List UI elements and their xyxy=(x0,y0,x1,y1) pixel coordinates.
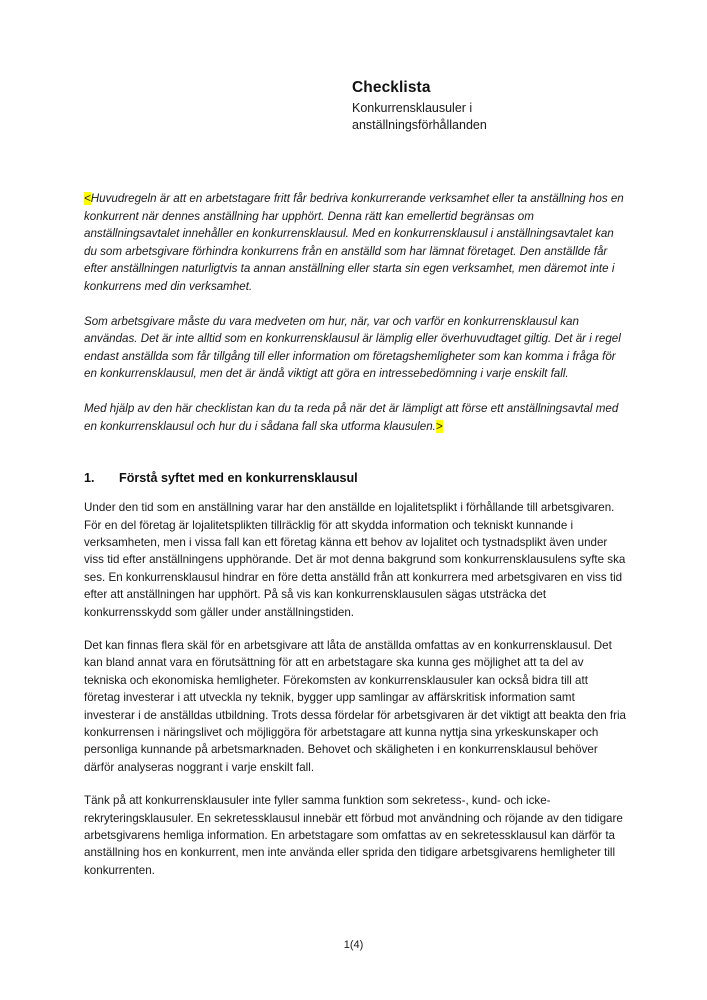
section-paragraph-3: Tänk på att konkurrensklausuler inte fyller samma funktion som sekretess-, kund- och icke-rekryteringsklausuler. En sekretessklausul innebär ett förbud mot användning och röjande av den tidigare arbetsgivarens hemliga information. En arbetstagare som omfattas av en sekretessklausul kan därför ta anställning hos en konkurrent, men inte använda eller sprida den tidigare arbetsgivarens hemligheter till konkurrenten. xyxy=(84,794,623,877)
page-number: 1(4) xyxy=(343,939,364,951)
document-subtitle-line-2: anställningsförhållanden xyxy=(352,118,487,132)
intro-paragraph-1-text: Huvudregeln är att en arbetstagare fritt får bedriva konkurrerande verksamhet eller ta anställning hos en konkurrent när dennes anställning har upphört. Denna rätt kan emellertid begränsas om anställningsavtalet innehåller en konkurrensklausul. Med en konkurrensklausul i anställningsavtalet kan du som arbetsgivare förhindra konkurrens från en anställd som har lämnat företaget. Den anställde får efter anställningen naturligtvis ta annan anställning eller starta sin egen verksamhet, men däremot inte i konkurrens med din verksamhet. xyxy=(84,192,624,293)
intro-paragraph-3 xyxy=(84,400,627,435)
document-header xyxy=(352,78,652,134)
section-heading-1 xyxy=(84,470,627,487)
intro-block xyxy=(84,190,627,435)
document-subtitle-line-1: Konkurrensklausuler i xyxy=(352,101,473,115)
document-content xyxy=(84,190,627,879)
intro-paragraph-1 xyxy=(84,190,627,296)
intro-paragraph-3-text: Med hjälp av den här checklistan kan du ta reda på när det är lämpligt att förse ett anställningsavtal med en konkurrensklausul och hur du i sådana fall ska utforma klausulen. xyxy=(84,401,619,433)
document-title: Checklista xyxy=(352,79,431,96)
section-paragraph-1: Under den tid som en anställning varar har den anställde en lojalitetsplikt i förhållande till arbetsgivaren. För en del företag är lojalitetsplikten tillräcklig för att skydda information och tekniskt kunnande i verksamheten, men i vissa fall kan ett företag känna ett behov av lojalitet och tystnadsplikt även under viss tid efter anställningens upphörande. Det är mot denna bakgrund som konkurrensklausulens syfte ska ses. En konkurrensklausul hindrar en före detta anställd från att konkurrera med arbetsgivaren en viss tid efter att anställningen har upphört. På så vis kan konkurrensklausulen sägas utsträcka det konkurrensskydd som gäller under anställningstiden. xyxy=(84,501,626,619)
highlight-open-marker: < xyxy=(84,192,91,205)
section-paragraph-2: Det kan finnas flera skäl för en arbetsgivare att låta de anställda omfattas av en konkurrensklausul. Det kan bland annat vara en förutsättning för att en arbetstagare ska kunna ges möjlighet att ta del av tekniska och ekonomiska hemligheter. Förekomsten av konkurrensklausuler kan också bidra till att företag investerar i att utveckla ny teknik, bygger upp samlingar av affärskritisk information samt investerar i de anställdas utbildning. Trots dessa fördelar för arbetsgivaren är det viktigt att beakta den fria konkurrensen i näringslivet och möjliggöra för arbetstagare att kunna nyttja sina yrkeskunskaper och personliga kunnande på arbetsmarknaden. Behovet och skäligheten i en konkurrensklausul behöver därför analyseras noggrant i varje enskilt fall. xyxy=(84,638,626,774)
document-subtitle xyxy=(352,100,652,134)
intro-paragraph-2: Som arbetsgivare måste du vara medveten om hur, när, var och varför en konkurrensklausul kan användas. Det är inte alltid som en konkurrensklausul är lämplig eller överhuvudtaget giltig. Det är i regel endast anställda som får tillgång till eller information om företagshemligheter som kan komma i fråga för en konkurrensklausul, men det är ändå viktigt att göra en intressebedömning i varje enskilt fall. xyxy=(84,314,621,381)
highlight-close-marker: > xyxy=(435,419,443,433)
section-title: Förstå syftet med en konkurrensklausul xyxy=(119,471,358,486)
section-body-1 xyxy=(84,499,627,879)
page-footer xyxy=(0,938,707,952)
section-number: 1. xyxy=(84,471,95,486)
